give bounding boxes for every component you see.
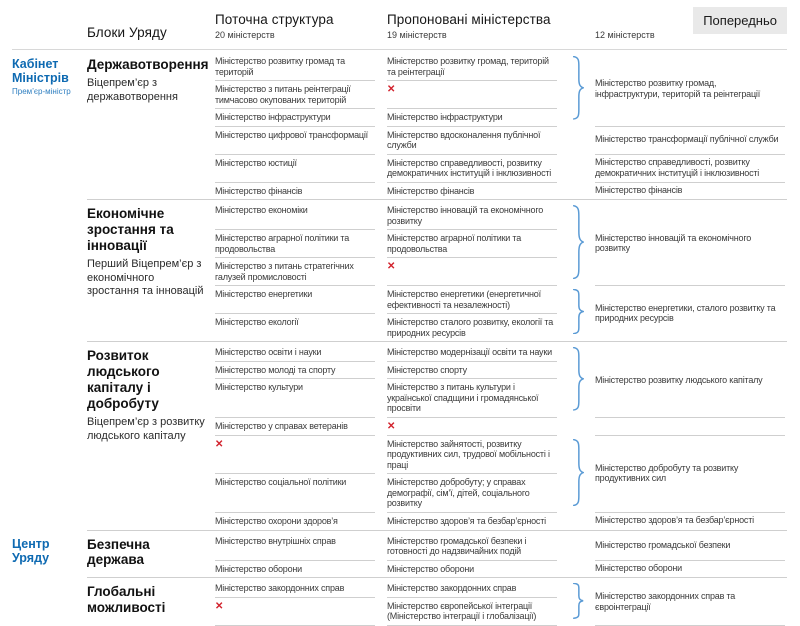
ministry-label: Міністерство з питань реінтеграції тимчасово окупованих територій bbox=[215, 84, 351, 105]
ministry-label: Міністерство зайнятості, розвитку продуктивних сил, трудової мобільності і праці bbox=[387, 438, 550, 470]
ministry-label: Міністерство громадської безпеки і готовності до надзвичайних подій bbox=[387, 535, 527, 557]
preliminary-badge: Попередньо bbox=[693, 7, 787, 34]
ministry-cell bbox=[387, 155, 557, 183]
removed-x-icon: ✕ bbox=[387, 84, 396, 96]
ministry-label: Міністерство фінансів bbox=[387, 185, 475, 196]
ministry-cell bbox=[387, 362, 557, 380]
ministry-label: Міністерство фінансів bbox=[215, 185, 303, 196]
sidebar-label bbox=[12, 533, 87, 578]
ministry-label: Міністерство добробуту та розвитку продуктивних сил bbox=[595, 462, 739, 484]
final-ministry-cell bbox=[595, 127, 785, 155]
block-title-cell bbox=[87, 53, 215, 199]
ministry-label: Міністерство у справах ветеранів bbox=[215, 420, 348, 431]
ministry-cell bbox=[215, 474, 375, 513]
ministry-label: Міністерство з питань культури і української спадщини і громадянської просвіти bbox=[387, 382, 539, 414]
ministry-cell bbox=[215, 513, 375, 530]
removed-x-icon: ✕ bbox=[215, 600, 224, 612]
ministry-label: Міністерство енергетики, сталого розвитку та природних ресурсів bbox=[595, 302, 776, 324]
ministry-cell bbox=[215, 314, 375, 341]
ministry-cell bbox=[387, 344, 557, 362]
table-header bbox=[12, 0, 787, 50]
ministry-label: Міністерство охорони здоров’я bbox=[215, 515, 338, 526]
final-ministry-cell bbox=[595, 202, 785, 286]
ministry-cell bbox=[215, 580, 375, 598]
ministry-cell bbox=[387, 183, 557, 200]
ministry-cell bbox=[215, 258, 375, 286]
header-col-current bbox=[215, 12, 387, 40]
ministry-label: Міністерство закордонних справ bbox=[387, 583, 517, 594]
ministry-cell bbox=[387, 379, 557, 418]
ministry-cell bbox=[387, 230, 557, 258]
ministry-cell bbox=[215, 344, 375, 362]
ministry-cell bbox=[215, 155, 375, 183]
ministry-label: Міністерство аграрної політики та продовольства bbox=[387, 233, 522, 254]
merge-brace-icon bbox=[569, 436, 595, 513]
ministry-cell bbox=[215, 53, 375, 81]
ministry-label: Міністерство оборони bbox=[387, 563, 474, 574]
sidebar-label bbox=[12, 53, 87, 199]
removed-ministry-cell bbox=[215, 436, 375, 475]
ministry-cell bbox=[387, 53, 557, 81]
ministry-label: Міністерство молоді та спорту bbox=[215, 364, 336, 375]
ministry-label: Міністерство трансформації публічної служби bbox=[595, 134, 779, 145]
ministry-cell bbox=[215, 81, 375, 109]
ministry-cell bbox=[215, 286, 375, 314]
block-subtitle: Перший Віцепрем’єр з економічного зростання та інновацій bbox=[87, 257, 204, 298]
ministry-label: Міністерство закордонних справ та євроінтеграції bbox=[595, 591, 736, 612]
ministry-cell bbox=[215, 561, 375, 578]
final-ministry-cell bbox=[595, 183, 785, 200]
ministry-label: Міністерство здоров’я та безбар’єрності bbox=[387, 515, 546, 526]
block-1 bbox=[12, 50, 787, 199]
final-ministry-cell bbox=[595, 580, 785, 626]
ministry-label: Міністерство добробуту; у справах демографії, сім’ї, дітей, соціального розвитку bbox=[387, 477, 530, 509]
removed-ministry-cell bbox=[215, 598, 375, 626]
header-current-subtitle: 20 міністерств bbox=[215, 30, 275, 40]
ministry-cell bbox=[215, 183, 375, 200]
removed-x-icon: ✕ bbox=[387, 420, 396, 432]
block-5 bbox=[12, 577, 787, 626]
merge-brace-icon bbox=[569, 580, 595, 626]
ministry-cell bbox=[215, 362, 375, 380]
ministry-cell bbox=[215, 127, 375, 155]
ministry-label: Міністерство модернізації освіти та науки bbox=[387, 347, 552, 358]
removed-x-icon: ✕ bbox=[215, 438, 224, 450]
ministry-label: Міністерство європейської інтеграції (Міністерство інтеграції і глобалізації) bbox=[387, 600, 537, 622]
ministry-cell bbox=[387, 561, 557, 578]
blocks bbox=[12, 50, 787, 626]
final-ministry-cell bbox=[595, 286, 785, 341]
final-ministry-cell bbox=[595, 418, 785, 436]
merge-brace-icon bbox=[569, 53, 595, 127]
block-title-cell bbox=[87, 533, 215, 578]
final-ministry-cell bbox=[595, 533, 785, 561]
merge-brace-icon bbox=[569, 202, 595, 286]
ministry-label: Міністерство розвитку громад, інфраструктури, територій та реінтеграції bbox=[595, 78, 761, 99]
block-title: Розвиток людського капіталу і добробуту bbox=[87, 348, 160, 412]
removed-ministry-cell bbox=[387, 258, 557, 286]
sidebar-label-title: Центр Уряду bbox=[12, 536, 50, 565]
ministry-cell bbox=[387, 474, 557, 513]
block-title: Економічне зростання та інновації bbox=[87, 206, 174, 253]
header-col-proposed bbox=[387, 12, 595, 40]
merge-brace-icon bbox=[569, 286, 595, 341]
ministry-label: Міністерство аграрної політики та продовольства bbox=[215, 233, 350, 254]
block-2 bbox=[12, 199, 787, 341]
block-title-cell bbox=[87, 580, 215, 626]
ministry-cell bbox=[387, 314, 557, 341]
ministry-label: Міністерство соціальної політики bbox=[215, 477, 347, 488]
block-subtitle: Віцепрем’єр з державотворення bbox=[87, 76, 178, 103]
ministry-label: Міністерство розвитку громад, територій та реінтеграції bbox=[387, 56, 549, 77]
ministry-cell bbox=[215, 109, 375, 127]
final-ministry-cell bbox=[595, 344, 785, 418]
ministry-label: Міністерство екології bbox=[215, 317, 299, 328]
ministry-label: Міністерство справедливості, розвитку демократичних інституцій і інклюзивності bbox=[595, 157, 760, 178]
ministry-cell bbox=[387, 109, 557, 127]
ministry-label: Міністерство вдосконалення публічної служби bbox=[387, 129, 541, 151]
ministry-label: Міністерство юстиції bbox=[215, 157, 297, 168]
merge-brace-icon bbox=[569, 344, 595, 418]
ministry-cell bbox=[387, 580, 557, 598]
ministry-label: Міністерство оборони bbox=[215, 563, 302, 574]
header-final-subtitle: 12 міністерств bbox=[595, 30, 655, 40]
ministry-cell bbox=[387, 436, 557, 475]
header-current-title: Поточна структура bbox=[215, 12, 334, 27]
ministry-label: Міністерство енергетики bbox=[215, 289, 313, 300]
sidebar-label-title: Кабінет Міністрів bbox=[12, 57, 69, 85]
final-ministry-cell bbox=[595, 53, 785, 127]
block-3 bbox=[12, 341, 787, 529]
ministry-cell bbox=[387, 513, 557, 530]
ministry-label: Міністерство освіти і науки bbox=[215, 347, 322, 358]
ministry-label: Міністерство здоров’я та безбар’єрності bbox=[595, 515, 754, 526]
block-4 bbox=[12, 530, 787, 578]
header-proposed-title: Пропоновані міністерства bbox=[387, 12, 551, 27]
sidebar-label-subtitle: Прем’єр-міністр bbox=[12, 87, 71, 96]
removed-ministry-cell bbox=[387, 81, 557, 109]
ministry-label: Міністерство інфраструктури bbox=[215, 112, 331, 123]
block-title: Державотворення bbox=[87, 57, 209, 72]
ministry-cell bbox=[387, 598, 557, 626]
final-ministry-cell bbox=[595, 436, 785, 513]
ministry-label: Міністерство спорту bbox=[387, 364, 467, 375]
ministry-label: Міністерство економіки bbox=[215, 205, 308, 216]
ministry-cell bbox=[215, 418, 375, 436]
removed-x-icon: ✕ bbox=[387, 261, 396, 273]
header-blocks-title: Блоки Уряду bbox=[87, 25, 167, 40]
final-ministry-cell bbox=[595, 513, 785, 530]
block-title-cell bbox=[87, 344, 215, 529]
ministry-label: Міністерство з питань стратегічних галузей промисловості bbox=[215, 261, 354, 282]
ministry-label: Міністерство розвитку людського капіталу bbox=[595, 374, 763, 385]
ministry-label: Міністерство культури bbox=[215, 382, 303, 393]
ministry-label: Міністерство внутрішніх справ bbox=[215, 535, 336, 546]
final-ministry-cell bbox=[595, 561, 785, 578]
ministry-cell bbox=[215, 230, 375, 258]
ministry-label: Міністерство цифрової трансформації bbox=[215, 129, 368, 140]
block-title: Безпечна держава bbox=[87, 536, 150, 568]
removed-ministry-cell bbox=[387, 418, 557, 436]
ministry-label: Міністерство справедливості, розвитку демократичних інституцій і інклюзивності bbox=[387, 157, 552, 179]
ministry-label: Міністерство інновацій та економічного розвитку bbox=[595, 232, 752, 254]
ministry-cell bbox=[387, 127, 557, 155]
ministry-cell bbox=[387, 286, 557, 314]
ministry-label: Міністерство розвитку громад та територій bbox=[215, 56, 345, 77]
header-proposed-subtitle: 19 міністерств bbox=[387, 30, 447, 40]
ministry-label: Міністерство сталого розвитку, екології та природних ресурсів bbox=[387, 317, 554, 338]
ministry-label: Міністерство закордонних справ bbox=[215, 583, 345, 594]
ministry-cell bbox=[215, 202, 375, 230]
block-subtitle: Віцепрем’єр з розвитку людського капіталу bbox=[87, 416, 205, 442]
block-title-cell bbox=[87, 202, 215, 341]
ministry-label: Міністерство інфраструктури bbox=[387, 112, 503, 123]
ministry-label: Міністерство енергетики (енергетичної ефективності та незалежності) bbox=[387, 289, 541, 310]
final-ministry-cell bbox=[595, 155, 785, 183]
ministry-label: Міністерство громадської безпеки bbox=[595, 540, 731, 551]
ministry-label: Міністерство інновацій та економічного розвитку bbox=[387, 205, 544, 226]
ministry-cell bbox=[215, 379, 375, 418]
ministry-label: Міністерство оборони bbox=[595, 563, 682, 574]
ministry-cell bbox=[387, 533, 557, 561]
header-col-blocks bbox=[87, 25, 215, 40]
ministry-cell bbox=[215, 533, 375, 561]
ministry-label: Міністерство фінансів bbox=[595, 185, 683, 196]
ministry-cell bbox=[387, 202, 557, 230]
block-title: Глобальні можливості bbox=[87, 584, 166, 615]
